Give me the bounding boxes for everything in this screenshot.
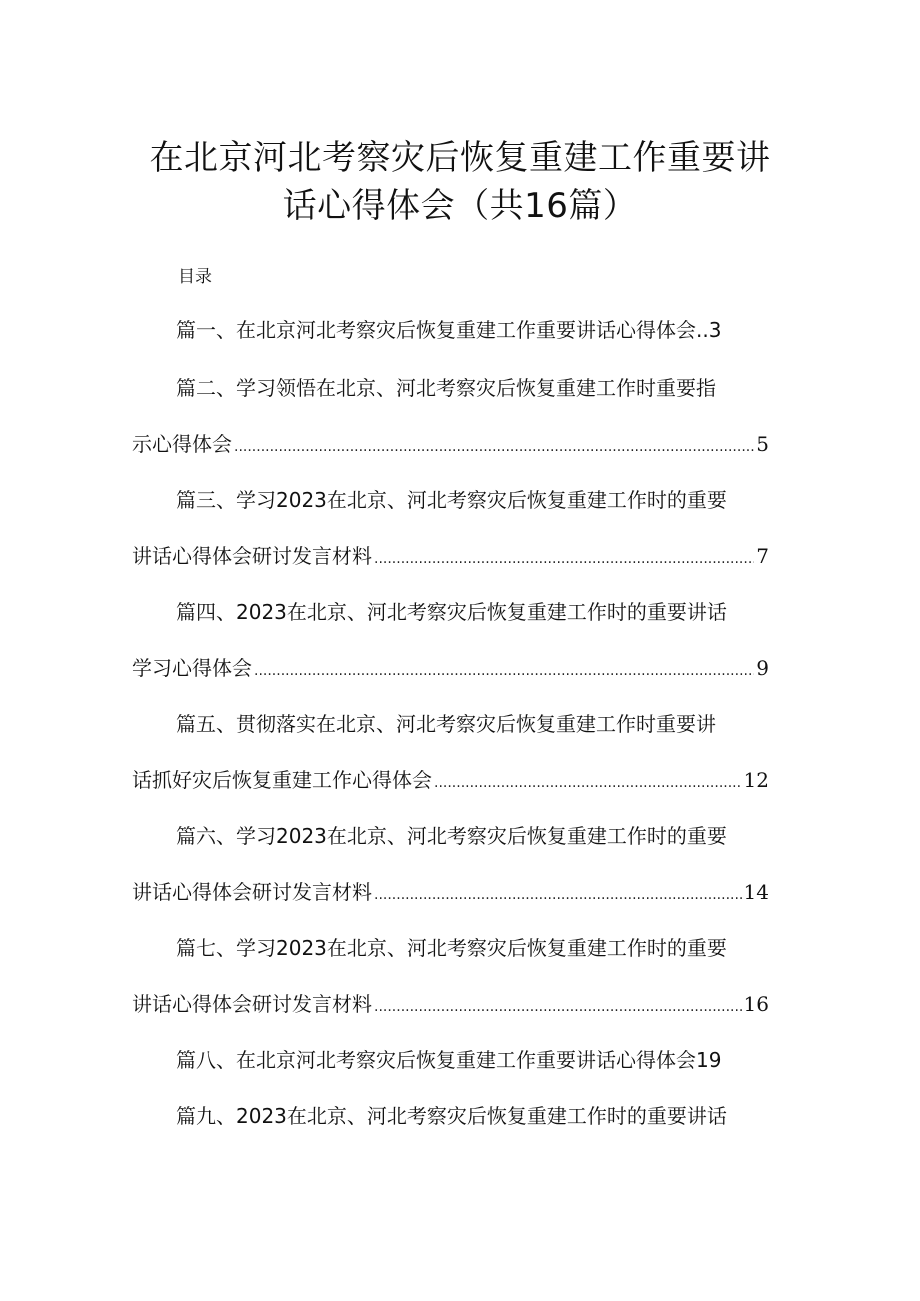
dot-leader — [374, 545, 754, 573]
dot-leader — [434, 769, 742, 797]
toc-entry-text: 示心得体会 — [132, 432, 232, 456]
toc-entry-5[interactable]: 篇五、贯彻落实在北京、河北考察灾后恢复重建工作时重要讲 — [176, 712, 716, 736]
toc-entry-9[interactable]: 篇九、2023在北京、河北考察灾后恢复重建工作时的重要讲话 — [176, 1104, 727, 1128]
toc-entry-3[interactable]: 篇三、学习2023在北京、河北考察灾后恢复重建工作时的重要 — [176, 488, 727, 512]
toc-entry-6-continuation[interactable] — [132, 878, 769, 909]
document-title-line-1: 在北京河北考察灾后恢复重建工作重要讲 — [149, 138, 771, 178]
toc-page-number: 12 — [743, 768, 769, 792]
toc-heading: 目录 — [178, 267, 212, 287]
toc-entry-2-continuation[interactable] — [132, 430, 769, 461]
toc-entry-2[interactable]: 篇二、学习领悟在北京、河北考察灾后恢复重建工作时重要指 — [176, 376, 716, 400]
toc-entry-6[interactable]: 篇六、学习2023在北京、河北考察灾后恢复重建工作时的重要 — [176, 824, 727, 848]
toc-entry-text: 讲话心得体会研讨发言材料 — [132, 992, 372, 1016]
toc-entry-text: 讲话心得体会研讨发言材料 — [132, 880, 372, 904]
toc-entry-7-continuation[interactable] — [132, 990, 769, 1021]
document-title-line-2: 话心得体会（共16篇） — [282, 186, 638, 226]
toc-entry-1[interactable]: 篇一、在北京河北考察灾后恢复重建工作重要讲话心得体会..3 — [176, 318, 722, 342]
dot-leader — [234, 433, 754, 461]
toc-entry-4[interactable]: 篇四、2023在北京、河北考察灾后恢复重建工作时的重要讲话 — [176, 600, 727, 624]
toc-entry-7[interactable]: 篇七、学习2023在北京、河北考察灾后恢复重建工作时的重要 — [176, 936, 727, 960]
toc-page-number: 5 — [756, 432, 769, 456]
toc-entry-8[interactable]: 篇八、在北京河北考察灾后恢复重建工作重要讲话心得体会19 — [176, 1048, 722, 1072]
toc-page-number: 16 — [743, 992, 769, 1016]
dot-leader — [374, 993, 742, 1021]
toc-entry-3-continuation[interactable] — [132, 542, 769, 573]
dot-leader — [254, 657, 754, 685]
toc-entry-text: 讲话心得体会研讨发言材料 — [132, 544, 372, 568]
toc-entry-text: 学习心得体会 — [132, 656, 252, 680]
toc-page-number: 9 — [756, 656, 769, 680]
toc-entry-5-continuation[interactable] — [132, 766, 769, 797]
toc-entry-4-continuation[interactable] — [132, 654, 769, 685]
toc-entry-text: 话抓好灾后恢复重建工作心得体会 — [132, 768, 432, 792]
toc-page-number: 7 — [756, 544, 769, 568]
dot-leader — [374, 881, 742, 909]
toc-page-number: 14 — [743, 880, 769, 904]
